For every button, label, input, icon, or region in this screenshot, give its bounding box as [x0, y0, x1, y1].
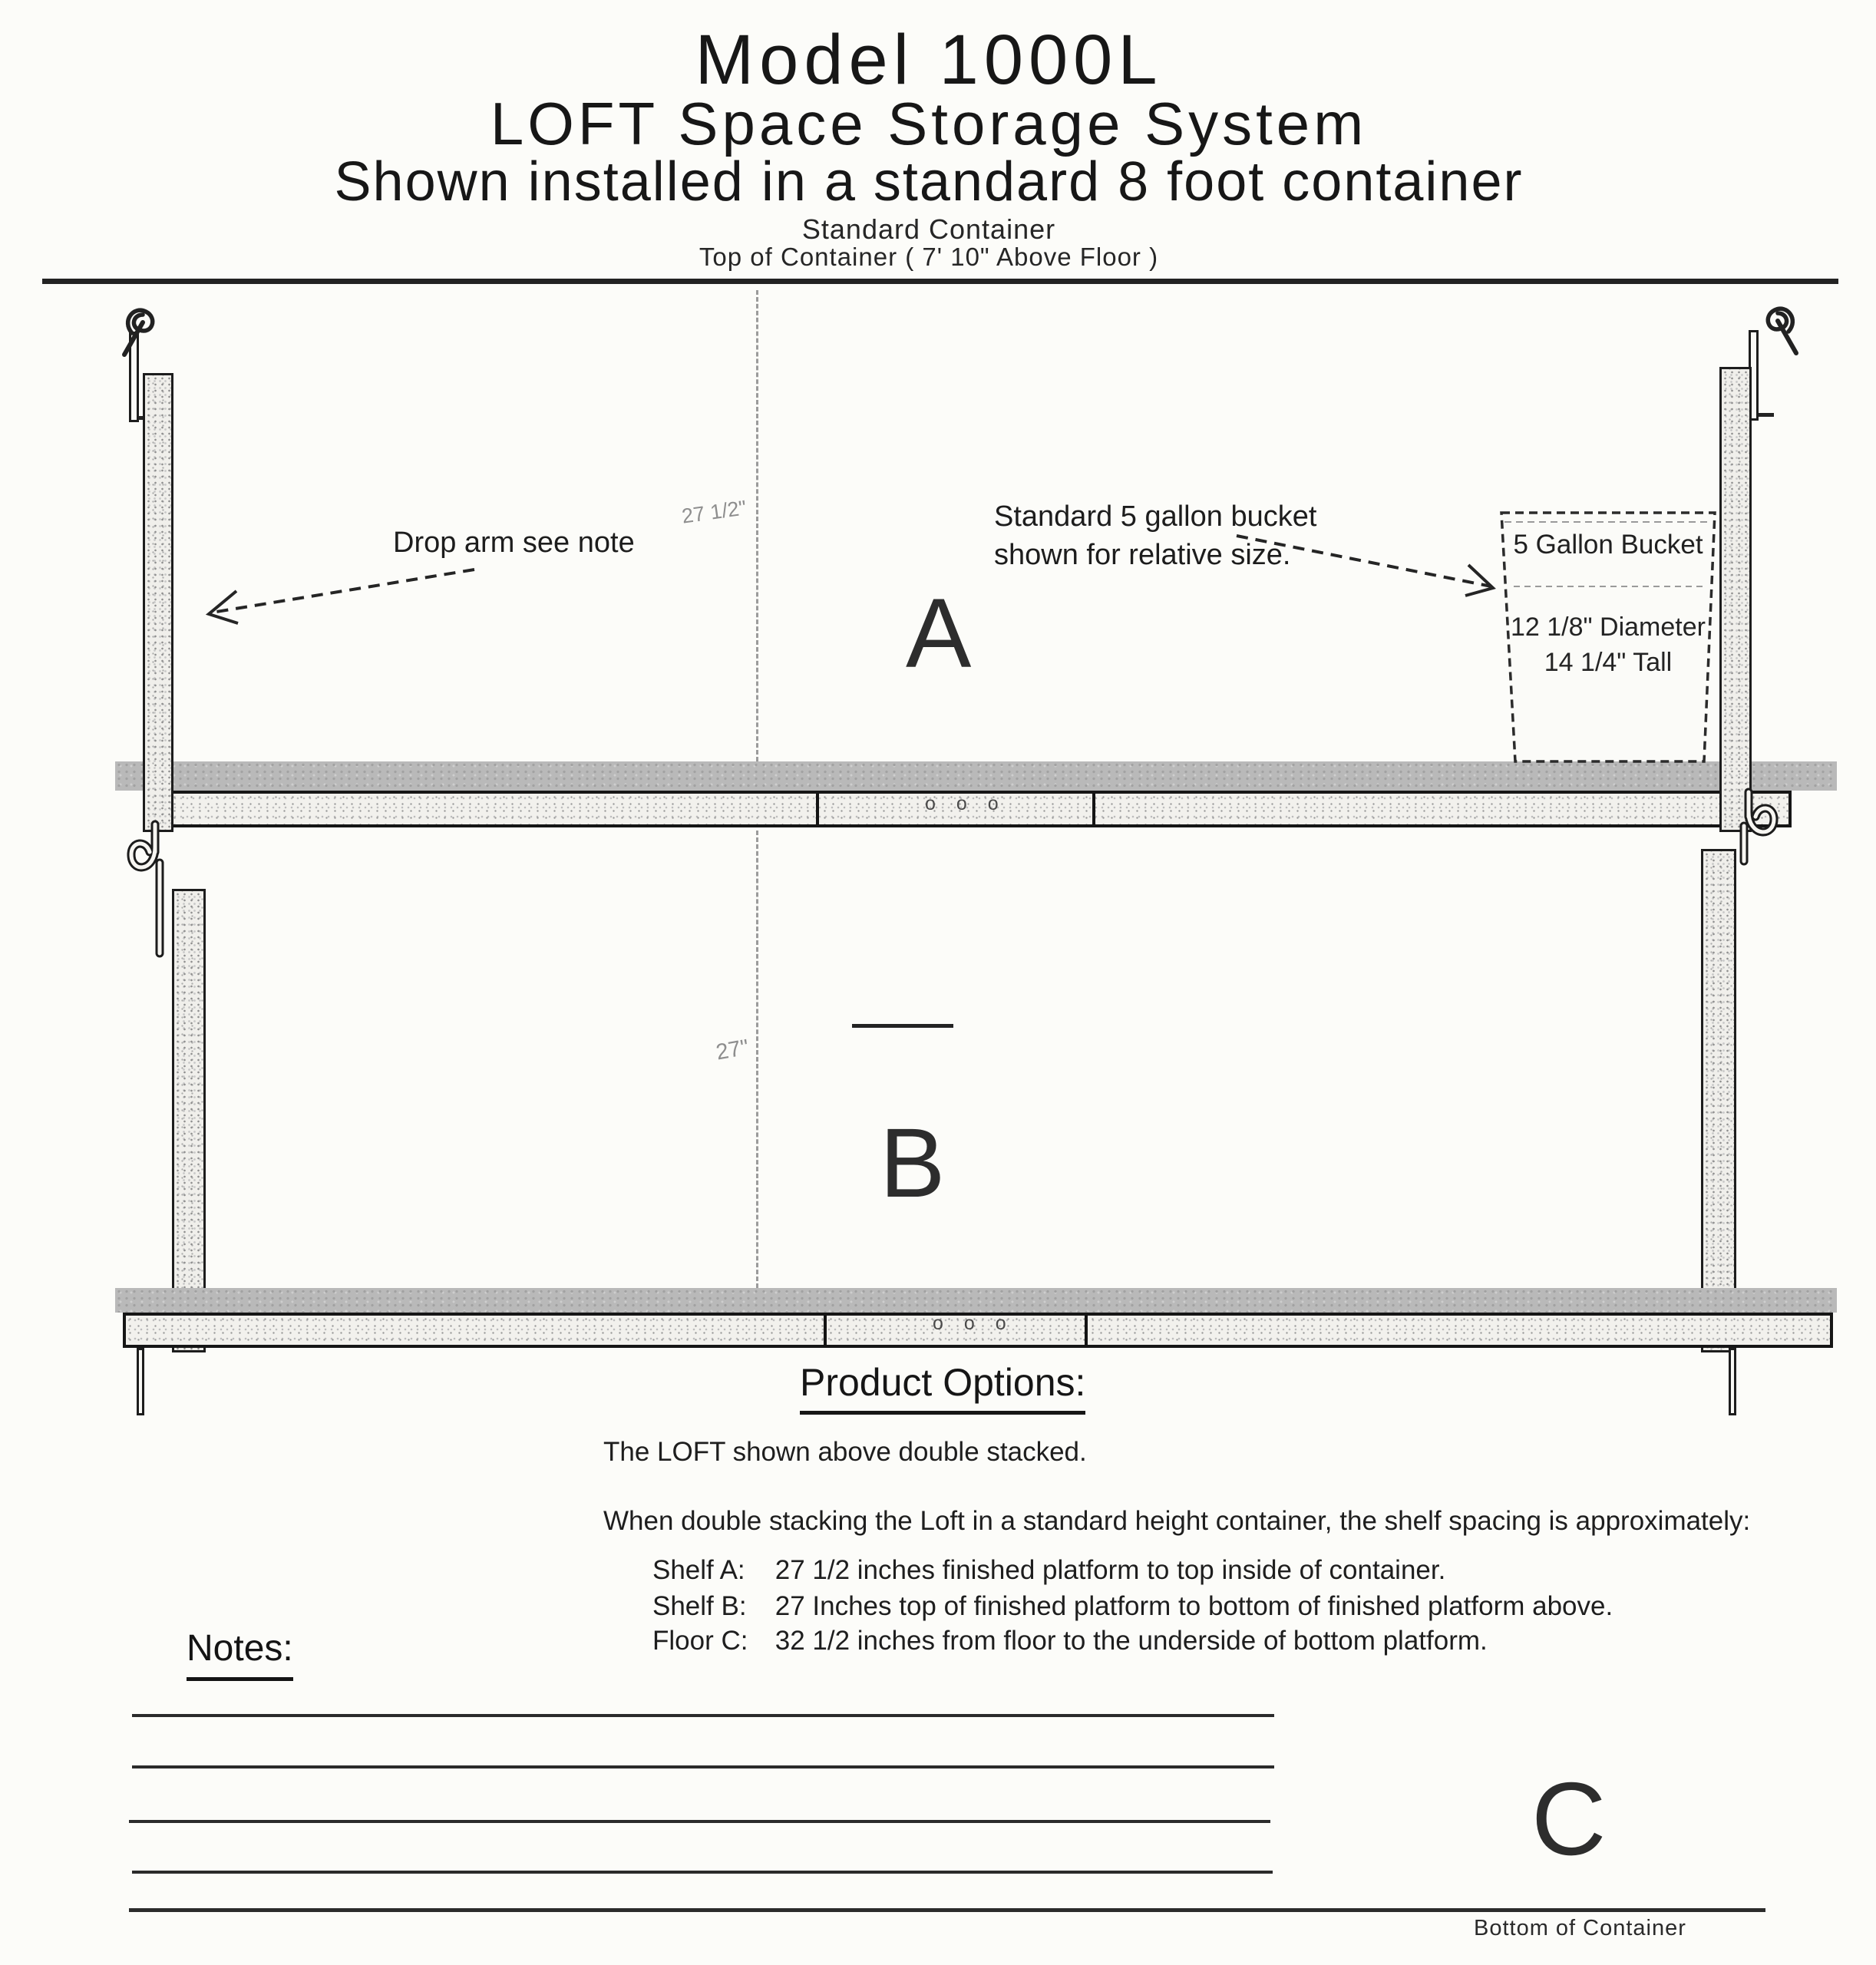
shelf-b-beam-joint	[824, 1315, 827, 1346]
bucket-diameter: 12 1/8" Diameter	[1511, 613, 1706, 642]
product-options-para1: The LOFT shown above double stacked.	[603, 1437, 1087, 1467]
bucket-leader-arrow	[1224, 520, 1508, 605]
center-dashed-line-upper	[756, 290, 758, 761]
shelf-b-label: B	[880, 1108, 946, 1218]
shelf-b-platform-surface	[115, 1288, 1837, 1313]
bucket-note-line2: shown for relative size.	[994, 539, 1291, 571]
left-foot	[137, 1348, 144, 1415]
shelf-a-beam-joint	[816, 793, 819, 825]
right-top-hook-icon	[1744, 296, 1813, 358]
spec-shelf-b	[652, 1591, 1613, 1622]
shelf-b-dimension: 27"	[714, 1035, 751, 1065]
container-top-line	[42, 279, 1838, 284]
spec-floor-c	[652, 1626, 1488, 1656]
container-top-caption: Top of Container ( 7' 10" Above Floor )	[699, 243, 1159, 271]
shelf-b-label-overline	[852, 1024, 953, 1028]
bottom-of-container-label: Bottom of Container	[1474, 1916, 1686, 1940]
note-line	[129, 1820, 1270, 1823]
spec-shelf-b-label: Shelf B:	[652, 1591, 747, 1621]
page-subtitle: LOFT Space Storage System	[490, 90, 1368, 157]
drop-arm-leader-arrow	[192, 537, 491, 629]
shelf-a-right-post	[1719, 367, 1752, 832]
page-subtitle-2: Shown installed in a standard 8 foot container	[334, 151, 1524, 213]
spec-shelf-a	[652, 1555, 1445, 1586]
shelf-a-dimension: 27 1/2"	[680, 496, 748, 528]
page-title: Model 1000L	[695, 21, 1163, 99]
shelf-a-beam-joint	[1092, 793, 1095, 825]
bucket-height: 14 1/4" Tall	[1544, 648, 1673, 677]
shelf-a-left-post	[143, 373, 173, 832]
container-caption: Standard Container	[801, 213, 1056, 245]
shelf-b-beam-joint	[1085, 1315, 1088, 1346]
shelf-b-left-post	[172, 889, 206, 1352]
center-dashed-line-lower	[756, 831, 758, 1288]
note-line	[132, 1714, 1274, 1717]
right-hanger-tick	[1759, 413, 1774, 417]
spec-shelf-a-text: 27 1/2 inches finished platform to top inside of container.	[775, 1555, 1446, 1585]
bucket-title: 5 Gallon Bucket	[1513, 530, 1703, 560]
shelf-b-right-post	[1701, 849, 1736, 1352]
notes-heading: Notes:	[187, 1627, 293, 1681]
bucket-note-line1: Standard 5 gallon bucket	[994, 500, 1317, 533]
container-bottom-line	[129, 1908, 1765, 1912]
spec-floor-c-text: 32 1/2 inches from floor to the underside of bottom platform.	[775, 1626, 1488, 1656]
drop-arm-note: Drop arm see note	[393, 527, 635, 559]
note-line	[132, 1765, 1274, 1768]
product-options-para2: When double stacking the Loft in a standard height container, the shelf spacing is approximately:	[603, 1506, 1751, 1536]
note-line	[132, 1871, 1273, 1874]
spec-shelf-b-text: 27 Inches top of finished platform to bottom of finished platform above.	[775, 1591, 1613, 1621]
left-top-hook-icon	[107, 298, 177, 359]
spec-shelf-a-label: Shelf A:	[652, 1555, 745, 1585]
right-foot	[1729, 1348, 1736, 1415]
floor-c-label: C	[1531, 1761, 1607, 1877]
shelf-a-beam-bolt-marks: o o o	[925, 793, 1006, 814]
shelf-b-beam-bolt-marks: o o o	[933, 1313, 1014, 1334]
spec-floor-c-label: Floor C:	[652, 1626, 748, 1656]
shelf-a-label: A	[906, 579, 972, 689]
product-options-heading: Product Options:	[800, 1360, 1085, 1415]
